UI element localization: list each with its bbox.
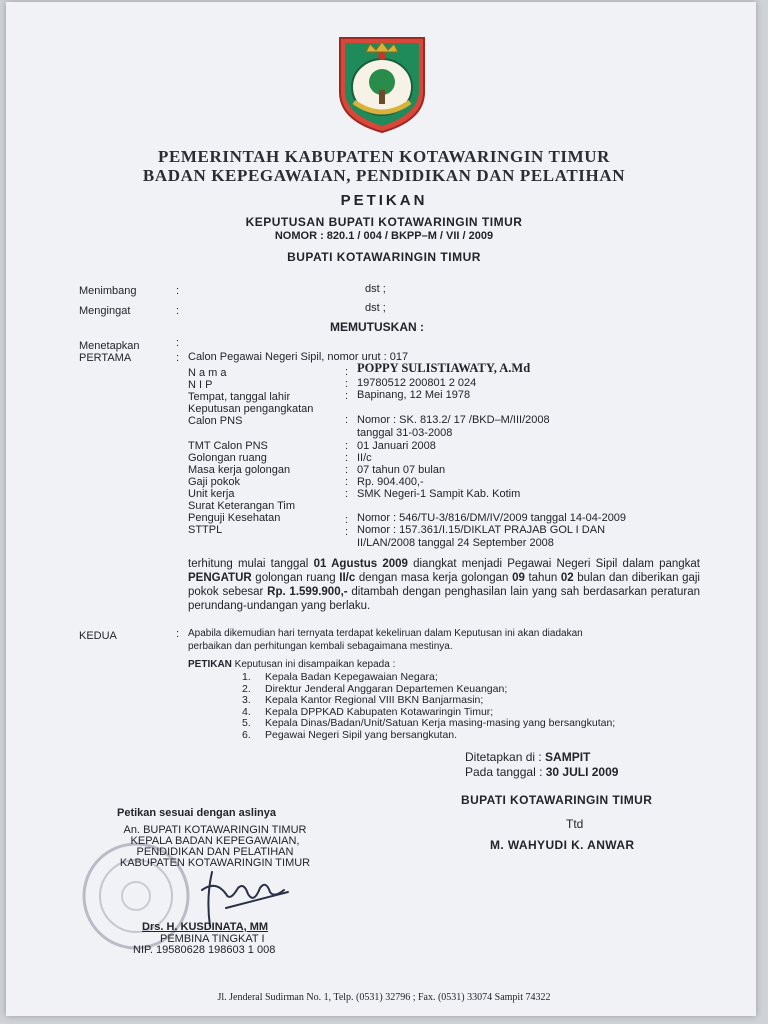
list-number: 6.: [242, 728, 251, 741]
gol-value: II/c: [357, 452, 372, 464]
government-header: PEMERINTAH KABUPATEN KOTAWARINGIN TIMUR: [157, 147, 611, 166]
kedua-label: KEDUA: [79, 630, 117, 642]
nip-value: 19780512 200801 2 024: [357, 377, 477, 389]
list-number: 4.: [242, 705, 251, 718]
kep-value-2: tanggal 31-03-2008: [357, 427, 453, 439]
field-colons-2: [345, 440, 348, 500]
ttl-label: Tempat, tanggal lahir: [188, 391, 291, 403]
kedua-text: [188, 627, 583, 653]
ditetapkan-value: SAMPIT: [545, 750, 591, 764]
mengingat-label: Mengingat: [79, 305, 131, 317]
certifier-rank: PEMBINA TINGKAT I: [160, 933, 265, 945]
colon: :: [345, 452, 349, 464]
list-number: 1.: [242, 671, 251, 683]
footer-address: Jl. Jenderal Sudirman No. 1, Telp. (0531) 32796 ; Fax. (0531) 33074 Sampit 74322: [217, 992, 551, 1003]
petikan-distribution: [188, 659, 395, 670]
agency-header: BADAN KEPEGAWAIAN, PENDIDIKAN DAN PELATIHAN: [142, 166, 626, 185]
pertama-label: PERTAMA: [79, 352, 132, 364]
masa-value: 07 tahun 07 bulan: [357, 464, 446, 476]
pertama-colon: :: [176, 352, 180, 364]
colon: :: [345, 414, 349, 426]
field-labels: [188, 367, 313, 427]
cert-line: KABUPATEN KOTAWARINGIN TIMUR: [119, 857, 311, 869]
kep-label-1: Keputusan pengangkatan: [188, 403, 314, 415]
sttpl-value-2: II/LAN/2008 tanggal 24 September 2008: [357, 537, 554, 549]
decree-number: NOMOR : 820.1 / 004 / BKPP–M / VII / 2009: [274, 230, 494, 242]
sttpl-value-1: Nomor : 157.361/I.15/DIKLAT PRAJAB GOL I DAN: [357, 524, 606, 536]
petikan-rest: Keputusan ini disampaikan kepada :: [231, 659, 396, 670]
colon: :: [345, 514, 349, 526]
tmt-value: 01 Januari 2008: [357, 440, 436, 452]
sttpl-label: STTPL: [188, 524, 223, 536]
document-title: PETIKAN: [340, 192, 428, 209]
mengingat-value: dst ;: [365, 302, 386, 314]
kep-label-2: Calon PNS: [188, 415, 243, 427]
cert-line: An. BUPATI KOTAWARINGIN TIMUR: [123, 824, 307, 836]
colon: :: [345, 464, 349, 476]
nama-label: N a m a: [188, 367, 227, 379]
tanggal-value: 30 JULI 2009: [545, 765, 619, 779]
para-text: terhitung mulai tanggal: [188, 558, 314, 570]
petikan-bold: PETIKAN: [188, 659, 232, 670]
ttd-mark: Ttd: [566, 817, 584, 831]
list-item: Direktur Jenderal Anggaran Departemen Keuangan;: [265, 682, 508, 695]
recipient-numbers: [242, 672, 251, 742]
gol-label: Golongan ruang: [188, 452, 267, 464]
kedua-line: Apabila dikemudian hari ternyata terdapat kekeliruan dalam Keputusan ini akan diadakan: [188, 628, 583, 639]
list-item: Kepala Kantor Regional VIII BKN Banjarmasin;: [265, 694, 484, 707]
colon: :: [345, 378, 349, 390]
signatory-name: M. WAHYUDI K. ANWAR: [490, 838, 635, 852]
list-number: 2.: [242, 682, 251, 695]
para-grade: II/c: [339, 572, 356, 584]
menimbang-value: dst ;: [365, 283, 386, 295]
ttl-value: Bapinang, 12 Mei 1978: [357, 389, 471, 401]
gaji-value: Rp. 904.400,-: [357, 476, 424, 488]
para-text: golongan ruang: [251, 572, 340, 584]
list-number: 3.: [242, 694, 251, 707]
field-labels-2: [188, 440, 295, 536]
tanggal-line: [465, 765, 618, 779]
certifier-name: Drs. H. KUSDINATA, MM: [142, 921, 269, 933]
cert-line: PENDIDIKAN DAN PELATIHAN: [136, 846, 294, 858]
certification-issuer: [80, 825, 350, 869]
menimbang-colon: :: [176, 285, 180, 297]
signatory-title: BUPATI KOTAWARINGIN TIMUR: [461, 793, 653, 807]
menetapkan-label: Menetapkan: [79, 340, 140, 352]
sk-value: Nomor : 546/TU-3/816/DM/IV/2009 tanggal 14-04-2009: [357, 512, 627, 524]
list-item: Pegawai Negeri Sipil yang bersangkutan.: [265, 728, 458, 741]
appointment-paragraph: [188, 557, 700, 613]
certifier-nip: NIP. 19580628 198603 1 008: [133, 944, 276, 956]
mengingat-colon: :: [176, 305, 180, 317]
tanggal-label: Pada tanggal :: [465, 765, 546, 779]
kedua-line: perbaikan dan perhitungan kembali sebagaimana mestinya.: [188, 641, 453, 652]
colon: :: [345, 440, 349, 452]
regency-emblem-icon: [334, 32, 430, 136]
para-salary: Rp. 1.599.900,-: [267, 586, 348, 598]
memutuskan-heading: MEMUTUSKAN :: [330, 320, 424, 334]
issuer-title: BUPATI KOTAWARINGIN TIMUR: [287, 250, 481, 264]
colon: :: [345, 526, 349, 538]
colon: :: [345, 488, 349, 500]
decree-title: KEPUTUSAN BUPATI KOTAWARINGIN TIMUR: [245, 215, 523, 229]
nip-label: N I P: [188, 379, 213, 391]
kep-value-1: Nomor : SK. 813.2/ 17 /BKD–M/III/2008: [357, 414, 550, 426]
list-item: Kepala DPPKAD Kabupaten Kotawaringin Timur;: [265, 705, 494, 718]
unit-label: Unit kerja: [188, 488, 235, 500]
para-rank: PENGATUR: [188, 572, 252, 584]
menetapkan-colon: :: [176, 337, 180, 349]
cert-line: KEPALA BADAN KEPEGAWAIAN,: [130, 835, 300, 847]
kedua-colon: :: [176, 628, 180, 640]
ditetapkan-label: Ditetapkan di :: [465, 750, 546, 764]
recipient-list: [265, 672, 615, 742]
para-text: dengan masa kerja golongan: [355, 572, 513, 584]
para-text: diangkat menjadi Pegawai Negeri Sipil dalam pangkat: [407, 558, 700, 570]
para-date: 01 Agustus 2009: [313, 558, 408, 570]
para-years: 09: [512, 572, 525, 584]
certification-title: Petikan sesuai dengan aslinya: [117, 807, 276, 819]
para-text: bulan dan diberikan gaji pokok sebesar: [188, 572, 700, 598]
list-item: Kepala Dinas/Badan/Unit/Satuan Kerja masing-masing yang bersangkutan;: [265, 717, 616, 730]
menimbang-label: Menimbang: [79, 285, 137, 297]
colon: :: [345, 390, 349, 402]
ditetapkan-line: [465, 750, 590, 764]
sk-label-1: Surat Keterangan Tim: [188, 500, 296, 512]
field-colons: [345, 366, 348, 402]
list-number: 5.: [242, 717, 251, 730]
nama-value: POPPY SULISTIAWATY, A.Md: [357, 361, 531, 375]
colon: :: [345, 366, 349, 378]
colon: :: [345, 476, 349, 488]
pertama-text: Calon Pegawai Negeri Sipil, nomor urut : 017: [188, 351, 409, 363]
sk-label-2: Penguji Kesehatan: [188, 512, 281, 524]
unit-value: SMK Negeri-1 Sampit Kab. Kotim: [357, 488, 521, 500]
gaji-label: Gaji pokok: [188, 476, 240, 488]
para-months: 02: [560, 572, 574, 584]
para-text: ditambah dengan penghasilan lain yang sah berdasarkan peraturan perundang-undangan yang berlaku.: [188, 586, 701, 612]
list-item: Kepala Badan Kepegawaian Negara;: [265, 671, 438, 683]
tmt-label: TMT Calon PNS: [188, 440, 268, 452]
para-text: tahun: [524, 572, 561, 584]
masa-label: Masa kerja golongan: [188, 464, 291, 476]
